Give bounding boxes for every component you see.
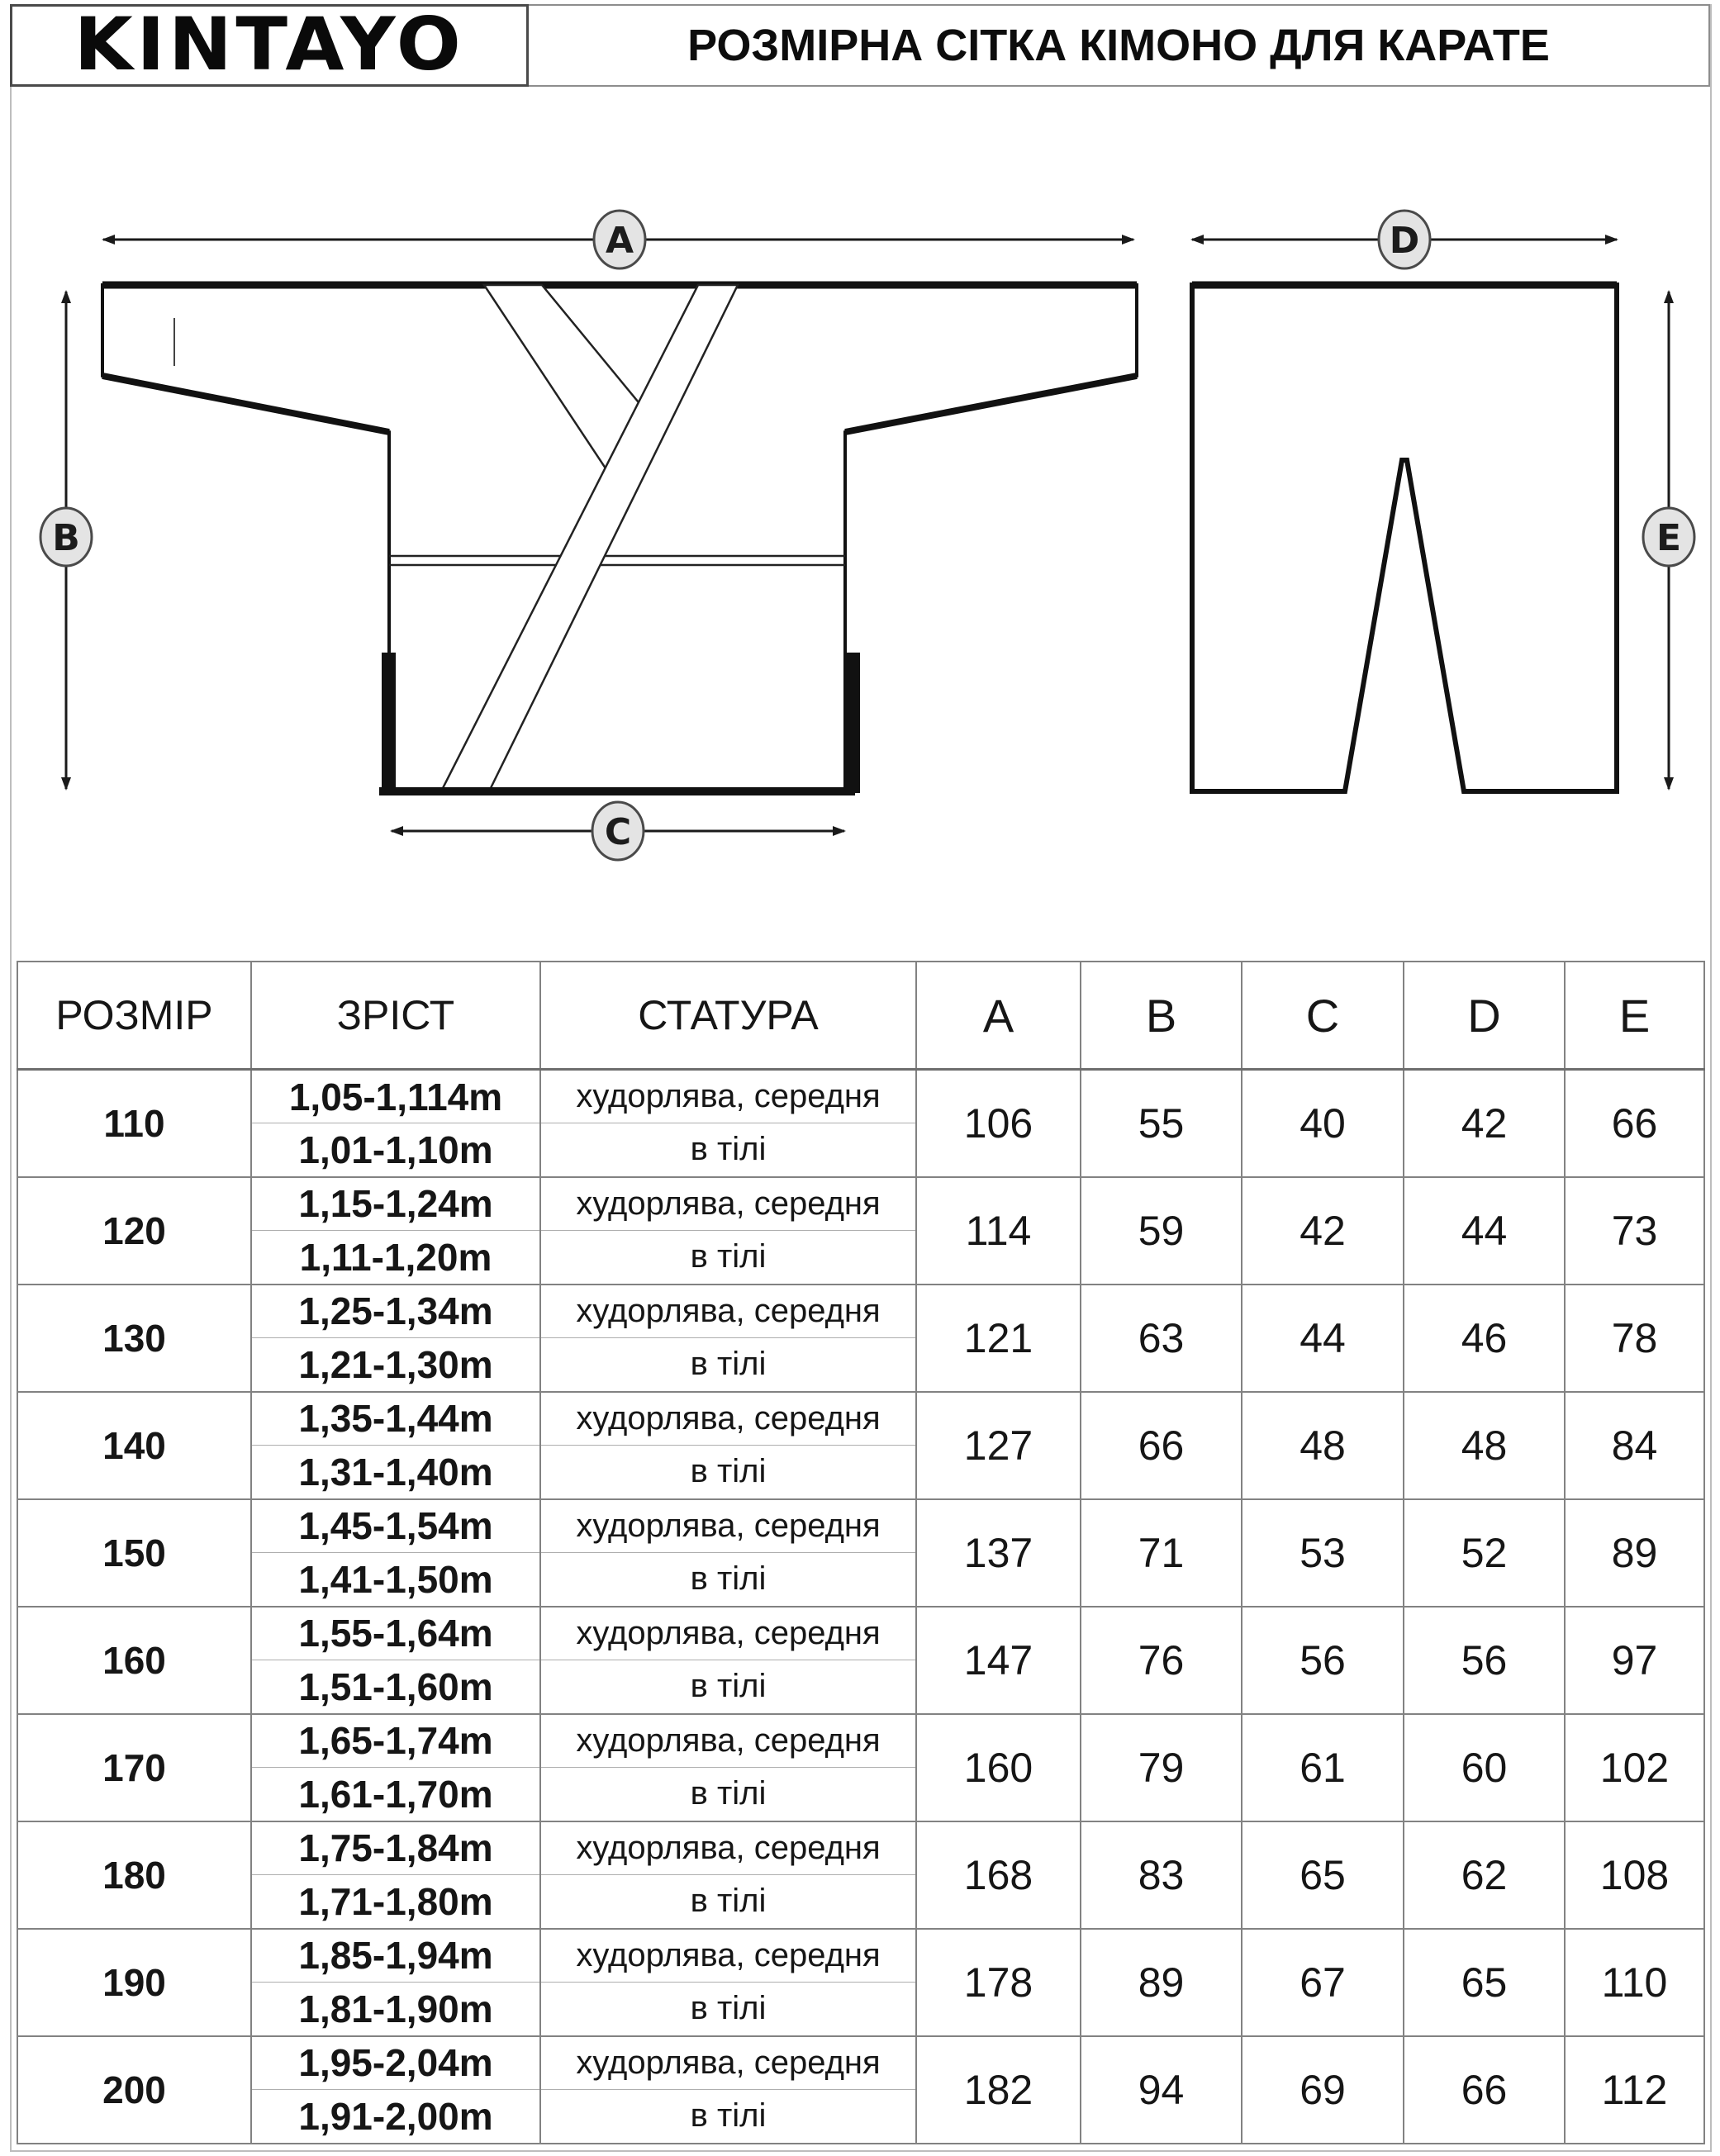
cell-stat-110: в тілі <box>540 1123 916 1177</box>
cell-val-190: 67 <box>1242 1929 1404 2036</box>
cell-size-130: 130 <box>17 1285 251 1392</box>
cell-hgt-200: 1,91-2,00m <box>251 2090 540 2144</box>
cell-size-110: 110 <box>17 1070 251 1177</box>
arrow-E <box>1643 292 1694 789</box>
cell-stat-160: в тілі <box>540 1660 916 1714</box>
cell-stat-140: в тілі <box>540 1446 916 1499</box>
arrow-A <box>103 211 1133 268</box>
cell-size-200: 200 <box>17 2036 251 2144</box>
cell-hgt-110: 1,01-1,10m <box>251 1123 540 1177</box>
kimono-diagram <box>0 87 1720 962</box>
jacket-right-strip <box>846 653 860 793</box>
table-row <box>17 1070 1704 1123</box>
cell-size-150: 150 <box>17 1499 251 1607</box>
cell-size-180: 180 <box>17 1821 251 1929</box>
cell-hgt-110: 1,05-1,114m <box>251 1070 540 1123</box>
cell-val-190: 89 <box>1081 1929 1242 2036</box>
cell-stat-130: в тілі <box>540 1338 916 1392</box>
cell-stat-170: в тілі <box>540 1768 916 1821</box>
cell-hgt-150: 1,45-1,54m <box>251 1499 540 1553</box>
cell-stat-120: худорлява, середня <box>540 1177 916 1231</box>
cell-val-140: 66 <box>1081 1392 1242 1499</box>
cell-stat-160: худорлява, середня <box>540 1607 916 1660</box>
cell-hgt-140: 1,31-1,40m <box>251 1446 540 1499</box>
cell-hgt-200: 1,95-2,04m <box>251 2036 540 2090</box>
cell-val-190: 178 <box>916 1929 1081 2036</box>
cell-val-180: 62 <box>1404 1821 1565 1929</box>
cell-hgt-140: 1,35-1,44m <box>251 1392 540 1446</box>
cell-val-110: 106 <box>916 1070 1081 1177</box>
cell-stat-170: худорлява, середня <box>540 1714 916 1768</box>
cell-val-140: 84 <box>1565 1392 1704 1499</box>
cell-val-130: 78 <box>1565 1285 1704 1392</box>
cell-hgt-180: 1,75-1,84m <box>251 1821 540 1875</box>
cell-val-150: 89 <box>1565 1499 1704 1607</box>
cell-val-140: 127 <box>916 1392 1081 1499</box>
cell-val-150: 71 <box>1081 1499 1242 1607</box>
cell-hgt-170: 1,65-1,74m <box>251 1714 540 1768</box>
table-header-row <box>17 962 1704 1070</box>
cell-val-170: 160 <box>916 1714 1081 1821</box>
cell-val-130: 121 <box>916 1285 1081 1392</box>
cell-val-120: 44 <box>1404 1177 1565 1285</box>
cell-val-180: 168 <box>916 1821 1081 1929</box>
dim-label-B: B <box>52 517 80 559</box>
cell-val-150: 137 <box>916 1499 1081 1607</box>
cell-val-170: 102 <box>1565 1714 1704 1821</box>
cell-val-180: 108 <box>1565 1821 1704 1929</box>
cell-val-140: 48 <box>1404 1392 1565 1499</box>
col-header-size: РОЗМІР <box>17 962 251 1070</box>
cell-val-170: 79 <box>1081 1714 1242 1821</box>
cell-hgt-120: 1,11-1,20m <box>251 1231 540 1285</box>
dim-label-E: E <box>1656 517 1682 559</box>
cell-val-190: 110 <box>1565 1929 1704 2036</box>
cell-val-110: 42 <box>1404 1070 1565 1177</box>
cell-stat-200: худорлява, середня <box>540 2036 916 2090</box>
cell-stat-140: худорлява, середня <box>540 1392 916 1446</box>
size-table <box>17 961 1705 2144</box>
cell-val-160: 147 <box>916 1607 1081 1714</box>
cell-val-150: 53 <box>1242 1499 1404 1607</box>
cell-stat-200: в тілі <box>540 2090 916 2144</box>
size-table-body <box>17 1070 1704 2144</box>
cell-val-130: 44 <box>1242 1285 1404 1392</box>
cell-hgt-190: 1,81-1,90m <box>251 1983 540 2036</box>
table-row <box>17 1607 1704 1660</box>
header <box>10 4 1710 87</box>
cell-val-170: 60 <box>1404 1714 1565 1821</box>
cell-size-190: 190 <box>17 1929 251 2036</box>
jacket-left-strip <box>382 653 396 793</box>
cell-stat-180: в тілі <box>540 1875 916 1929</box>
jacket-outline <box>102 285 1137 791</box>
cell-size-170: 170 <box>17 1714 251 1821</box>
cell-val-110: 66 <box>1565 1070 1704 1177</box>
cell-val-200: 94 <box>1081 2036 1242 2144</box>
table-row <box>17 1499 1704 1553</box>
arrow-B <box>40 292 92 789</box>
cell-val-120: 73 <box>1565 1177 1704 1285</box>
pants-drawing <box>1192 285 1617 791</box>
cell-stat-130: худорлява, середня <box>540 1285 916 1338</box>
arrow-D <box>1192 211 1617 268</box>
cell-val-180: 65 <box>1242 1821 1404 1929</box>
col-header-height: ЗРІСТ <box>251 962 540 1070</box>
cell-stat-190: худорлява, середня <box>540 1929 916 1983</box>
cell-val-120: 42 <box>1242 1177 1404 1285</box>
col-header-E: E <box>1565 962 1704 1070</box>
cell-hgt-160: 1,55-1,64m <box>251 1607 540 1660</box>
cell-val-200: 69 <box>1242 2036 1404 2144</box>
cell-val-140: 48 <box>1242 1392 1404 1499</box>
col-header-stature: СТАТУРА <box>540 962 916 1070</box>
cell-hgt-130: 1,21-1,30m <box>251 1338 540 1392</box>
cell-val-120: 59 <box>1081 1177 1242 1285</box>
cell-val-180: 83 <box>1081 1821 1242 1929</box>
cell-val-200: 182 <box>916 2036 1081 2144</box>
cell-val-160: 56 <box>1242 1607 1404 1714</box>
dim-label-D: D <box>1389 220 1420 262</box>
cell-hgt-180: 1,71-1,80m <box>251 1875 540 1929</box>
cell-val-120: 114 <box>916 1177 1081 1285</box>
cell-val-160: 76 <box>1081 1607 1242 1714</box>
cell-val-200: 112 <box>1565 2036 1704 2144</box>
col-header-B: B <box>1081 962 1242 1070</box>
cell-val-110: 40 <box>1242 1070 1404 1177</box>
pants-outline <box>1192 285 1617 791</box>
cell-val-130: 63 <box>1081 1285 1242 1392</box>
cell-stat-180: худорлява, середня <box>540 1821 916 1875</box>
cell-hgt-120: 1,15-1,24m <box>251 1177 540 1231</box>
cell-hgt-160: 1,51-1,60m <box>251 1660 540 1714</box>
table-row <box>17 1929 1704 1983</box>
cell-stat-120: в тілі <box>540 1231 916 1285</box>
cell-stat-150: худорлява, середня <box>540 1499 916 1553</box>
cell-stat-190: в тілі <box>540 1983 916 2036</box>
cell-hgt-130: 1,25-1,34m <box>251 1285 540 1338</box>
brand-logo: KINTAYO <box>74 2 465 88</box>
cell-stat-150: в тілі <box>540 1553 916 1607</box>
table-row <box>17 1177 1704 1231</box>
page-title: РОЗМІРНА СІТКА КІМОНО ДЛЯ КАРАТЕ <box>687 21 1550 70</box>
cell-val-170: 61 <box>1242 1714 1404 1821</box>
cell-size-160: 160 <box>17 1607 251 1714</box>
cell-val-130: 46 <box>1404 1285 1565 1392</box>
col-header-D: D <box>1404 962 1565 1070</box>
jacket-drawing <box>102 285 1137 793</box>
cell-val-150: 52 <box>1404 1499 1565 1607</box>
table-row <box>17 1821 1704 1875</box>
col-header-C: C <box>1242 962 1404 1070</box>
cell-val-200: 66 <box>1404 2036 1565 2144</box>
cell-val-110: 55 <box>1081 1070 1242 1177</box>
title-box <box>529 4 1710 87</box>
kimono-diagram-svg <box>0 87 1720 962</box>
table-row <box>17 1392 1704 1446</box>
cell-hgt-190: 1,85-1,94m <box>251 1929 540 1983</box>
cell-stat-110: худорлява, середня <box>540 1070 916 1123</box>
cell-hgt-150: 1,41-1,50m <box>251 1553 540 1607</box>
cell-val-190: 65 <box>1404 1929 1565 2036</box>
brand-logo-box <box>10 4 529 87</box>
dim-label-A: A <box>605 220 634 262</box>
cell-size-120: 120 <box>17 1177 251 1285</box>
table-row <box>17 1285 1704 1338</box>
table-row <box>17 1714 1704 1768</box>
cell-val-160: 97 <box>1565 1607 1704 1714</box>
table-row <box>17 2036 1704 2090</box>
cell-size-140: 140 <box>17 1392 251 1499</box>
cell-val-160: 56 <box>1404 1607 1565 1714</box>
arrow-C <box>392 802 844 860</box>
cell-hgt-170: 1,61-1,70m <box>251 1768 540 1821</box>
col-header-A: A <box>916 962 1081 1070</box>
dim-label-C: C <box>604 811 632 853</box>
